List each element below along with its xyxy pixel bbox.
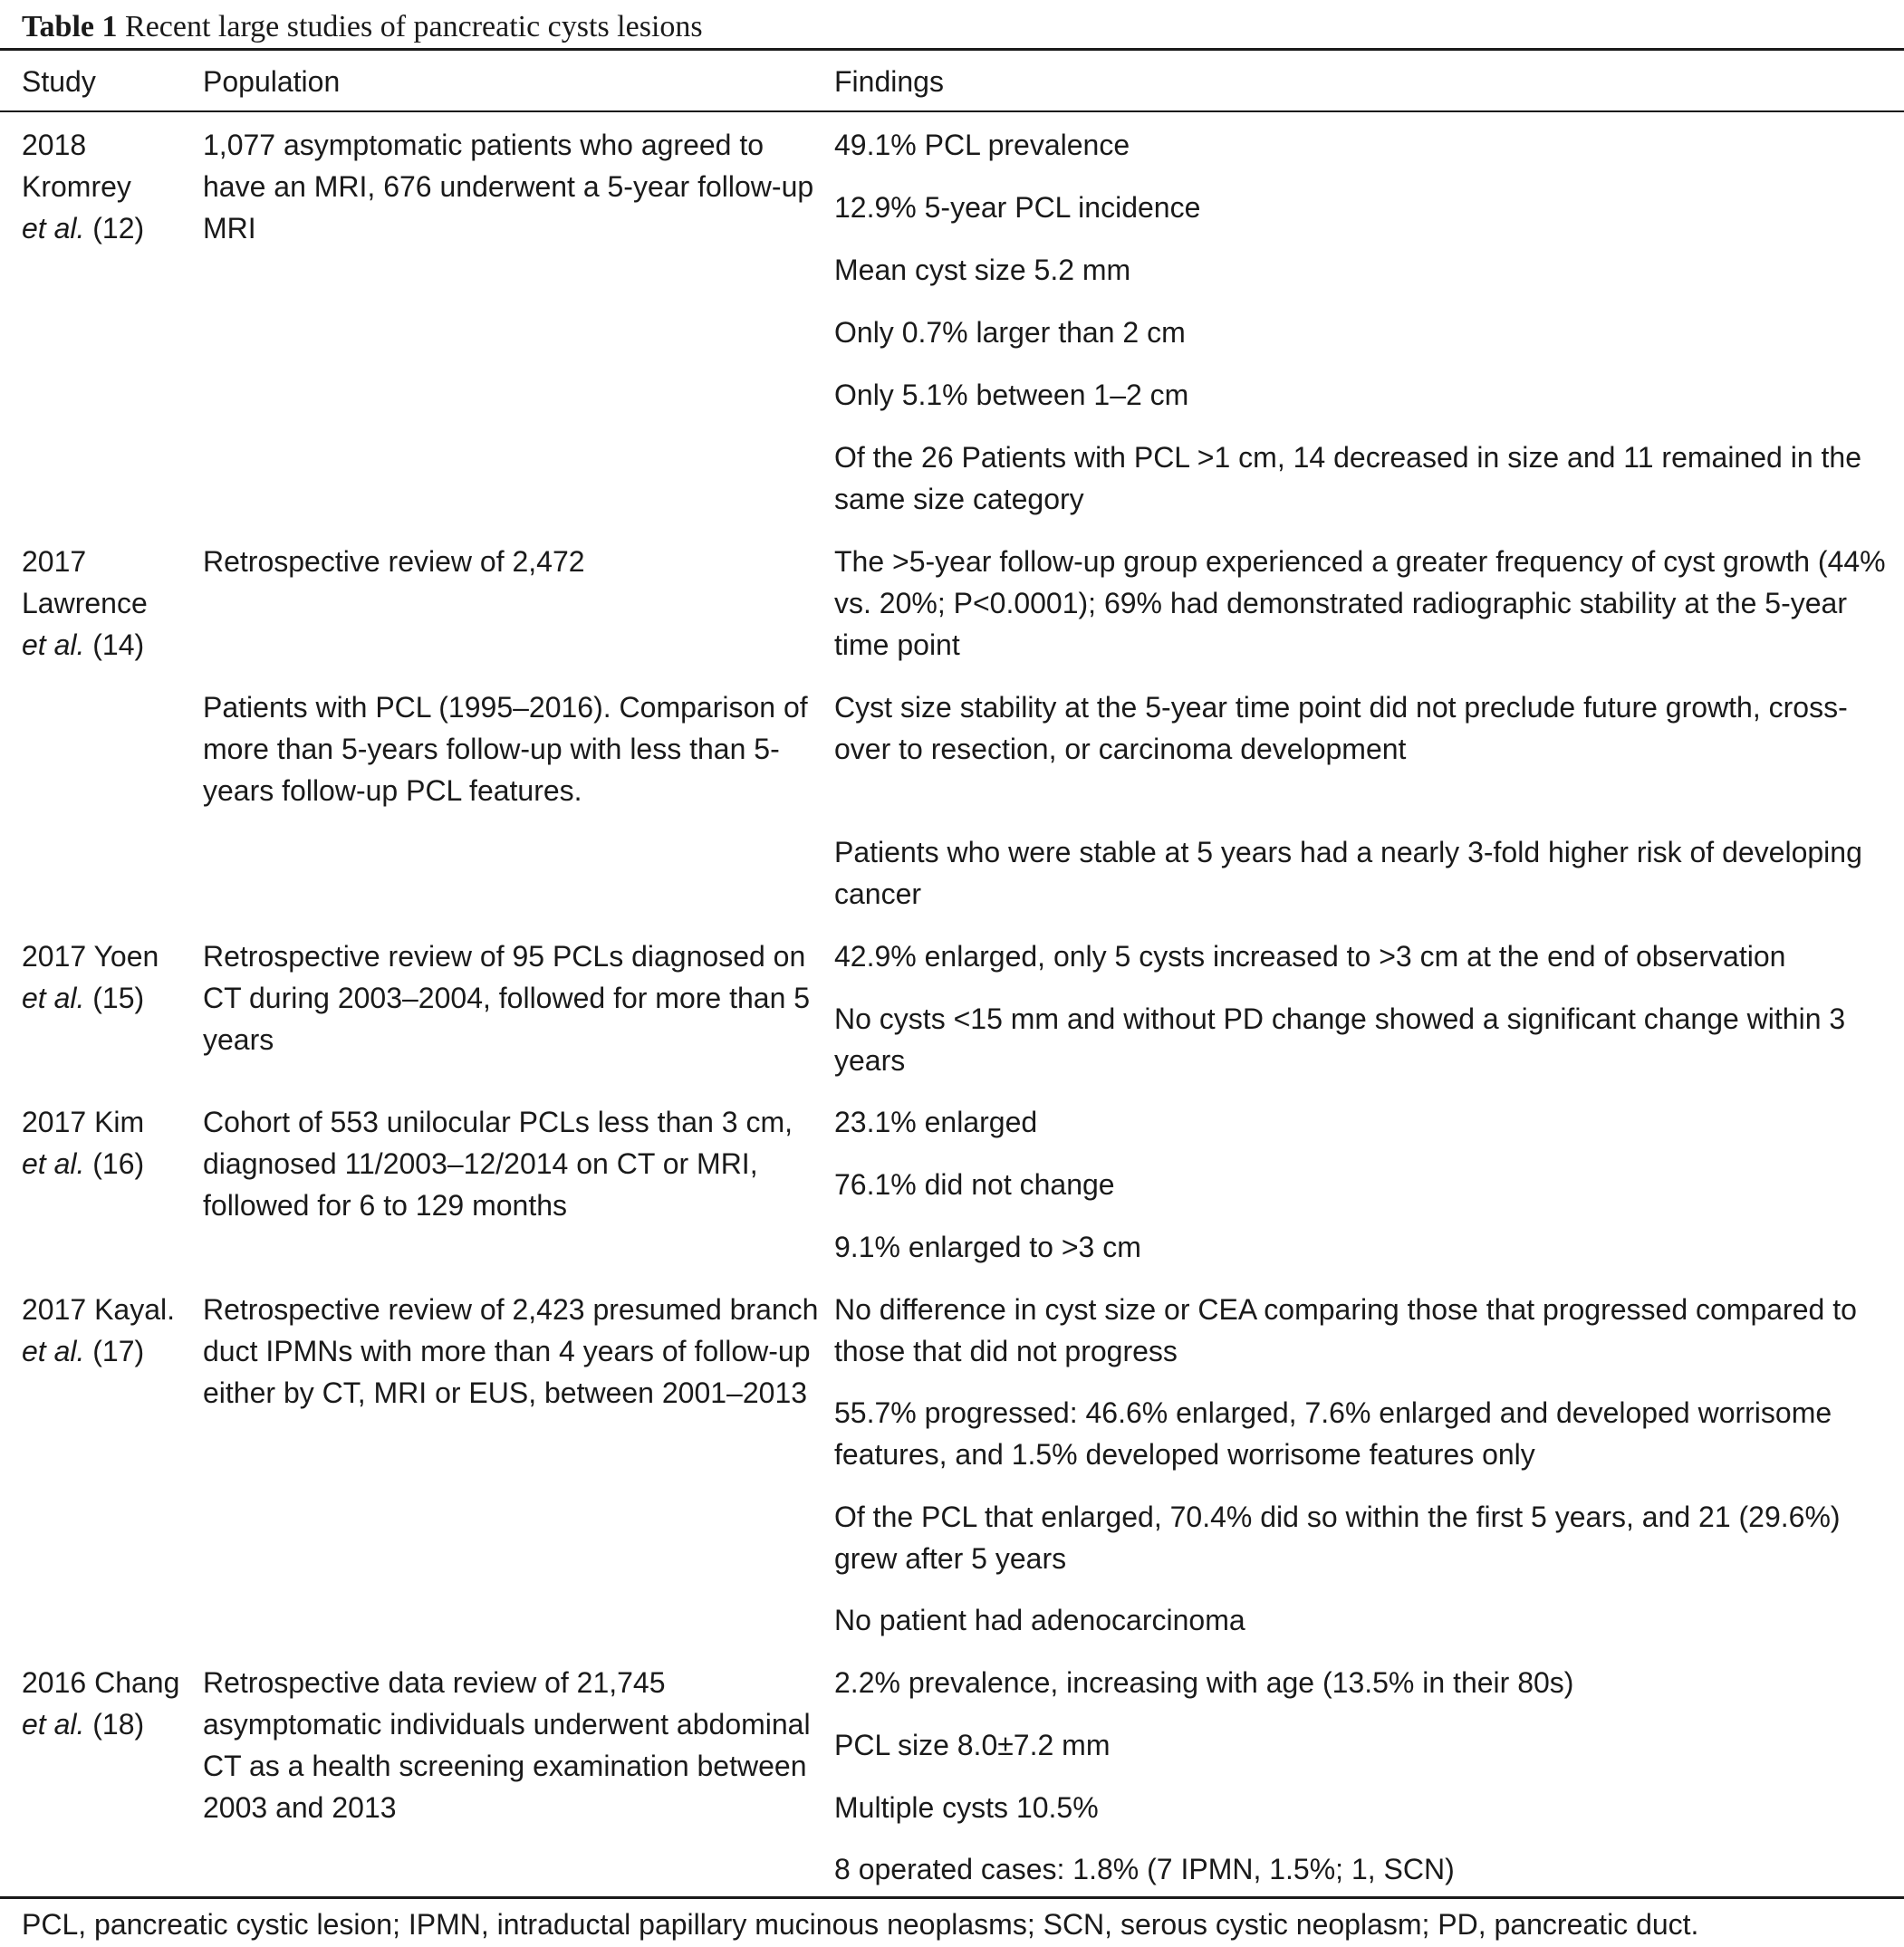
table-footnote: PCL, pancreatic cystic lesion; IPMN, intraductal papillary mucinous neoplasms; SCN, serous cystic neoplasm; PD, pancreatic duct. (22, 1908, 1699, 1941)
row-2-finding-2: Cyst size stability at the 5-year time point did not preclude future growth, cross-over to resection, or carcinoma development (834, 691, 1848, 765)
row-6-population: Retrospective data review of 21,745 asymptomatic individuals underwent abdominal CT as a health screening examination between 2003 and 2013 (203, 1666, 811, 1824)
row-2-population-1: Retrospective review of 2,472 (203, 545, 585, 578)
row-4-finding-2: 76.1% did not change (834, 1168, 1115, 1201)
row-1-finding-4: Only 0.7% larger than 2 cm (834, 316, 1186, 349)
row-5-study-ref: (17) (84, 1335, 145, 1367)
row-1-finding-5: Only 5.1% between 1–2 cm (834, 379, 1189, 411)
row-6-finding-3: Multiple cysts 10.5% (834, 1791, 1099, 1824)
row-4-study-etal: et al. (22, 1147, 85, 1180)
row-6-finding-1: 2.2% prevalence, increasing with age (13.5% in their 80s) (834, 1666, 1574, 1699)
row-2-study-ref: (14) (84, 628, 145, 661)
row-3-study (22, 935, 194, 1019)
header-findings: Findings (834, 65, 944, 98)
table-caption-title: Recent large studies of pancreatic cysts lesions (125, 10, 703, 43)
row-4-study-author: 2017 Kim (22, 1106, 145, 1138)
row-4-study (22, 1101, 194, 1185)
row-6-finding-2: PCL size 8.0±7.2 mm (834, 1729, 1111, 1761)
row-6-study-author: 2016 Chang (22, 1666, 180, 1699)
row-4-finding-1: 23.1% enlarged (834, 1106, 1038, 1138)
row-2-study-etal: et al. (22, 628, 85, 661)
row-2-study-author: 2017 Lawrence (22, 545, 148, 619)
row-2-population-2: Patients with PCL (1995–2016). Comparison of more than 5-years follow-up with less than 5-years follow-up PCL features. (203, 691, 808, 807)
row-1-finding-3: Mean cyst size 5.2 mm (834, 254, 1131, 286)
bottom-rule (0, 1896, 1904, 1899)
row-5-finding-4: No patient had adenocarcinoma (834, 1604, 1245, 1636)
row-5-study-etal: et al. (22, 1335, 85, 1367)
row-1-study-ref: (12) (84, 212, 145, 245)
row-3-population: Retrospective review of 95 PCLs diagnosed on CT during 2003–2004, followed for more than 5 years (203, 940, 811, 1056)
row-3-study-ref: (15) (84, 982, 145, 1014)
row-1-finding-6: Of the 26 Patients with PCL >1 cm, 14 decreased in size and 11 remained in the same size category (834, 441, 1861, 515)
row-1-study-author: 2018 Kromrey (22, 129, 131, 203)
row-6-study-ref: (18) (84, 1708, 145, 1741)
row-5-population: Retrospective review of 2,423 presumed branch duct IPMNs with more than 4 years of follow-up either by CT, MRI or EUS, between 2001–2013 (203, 1293, 819, 1409)
row-6-study-etal: et al. (22, 1708, 85, 1741)
top-rule (0, 48, 1904, 51)
row-4-finding-3: 9.1% enlarged to >3 cm (834, 1231, 1141, 1263)
row-5-finding-3: Of the PCL that enlarged, 70.4% did so within the first 5 years, and 21 (29.6%) grew after 5 years (834, 1501, 1841, 1575)
row-6-study (22, 1662, 194, 1745)
row-5-finding-1: No difference in cyst size or CEA comparing those that progressed compared to those that did not progress (834, 1293, 1857, 1367)
row-3-finding-2: No cysts <15 mm and without PD change showed a significant change within 3 years (834, 1002, 1846, 1077)
row-1-study (22, 124, 194, 249)
row-5-study-author: 2017 Kayal. (22, 1293, 176, 1326)
row-4-study-ref: (16) (84, 1147, 145, 1180)
row-4-population: Cohort of 553 unilocular PCLs less than 3 cm, diagnosed 11/2003–12/2014 on CT or MRI, followed for 6 to 129 months (203, 1106, 793, 1222)
table-caption-label: Table 1 (22, 10, 118, 43)
header-study: Study (22, 65, 96, 98)
row-1-finding-2: 12.9% 5-year PCL incidence (834, 191, 1201, 224)
row-1-finding-1: 49.1% PCL prevalence (834, 129, 1130, 161)
row-2-finding-1: The >5-year follow-up group experienced a greater frequency of cyst growth (44% vs. 20%; P<0.0001); 69% had demonstrated radiographic stability at the 5-year time point (834, 545, 1886, 661)
row-1-study-etal: et al. (22, 212, 85, 245)
row-3-study-author: 2017 Yoen (22, 940, 159, 973)
row-1-population: 1,077 asymptomatic patients who agreed to have an MRI, 676 underwent a 5-year follow-up MRI (203, 129, 814, 245)
header-rule (0, 110, 1904, 112)
header-population: Population (203, 65, 341, 98)
row-3-finding-1: 42.9% enlarged, only 5 cysts increased to >3 cm at the end of observation (834, 940, 1786, 973)
row-6-finding-4: 8 operated cases: 1.8% (7 IPMN, 1.5%; 1, SCN) (834, 1853, 1455, 1885)
row-3-study-etal: et al. (22, 982, 85, 1014)
row-2-finding-3: Patients who were stable at 5 years had a nearly 3-fold higher risk of developing cancer (834, 836, 1862, 910)
row-5-finding-2: 55.7% progressed: 46.6% enlarged, 7.6% enlarged and developed worrisome features, and 1.5% developed worrisome features only (834, 1396, 1832, 1471)
table-caption (22, 5, 703, 49)
row-2-study (22, 541, 194, 666)
row-5-study (22, 1289, 194, 1372)
